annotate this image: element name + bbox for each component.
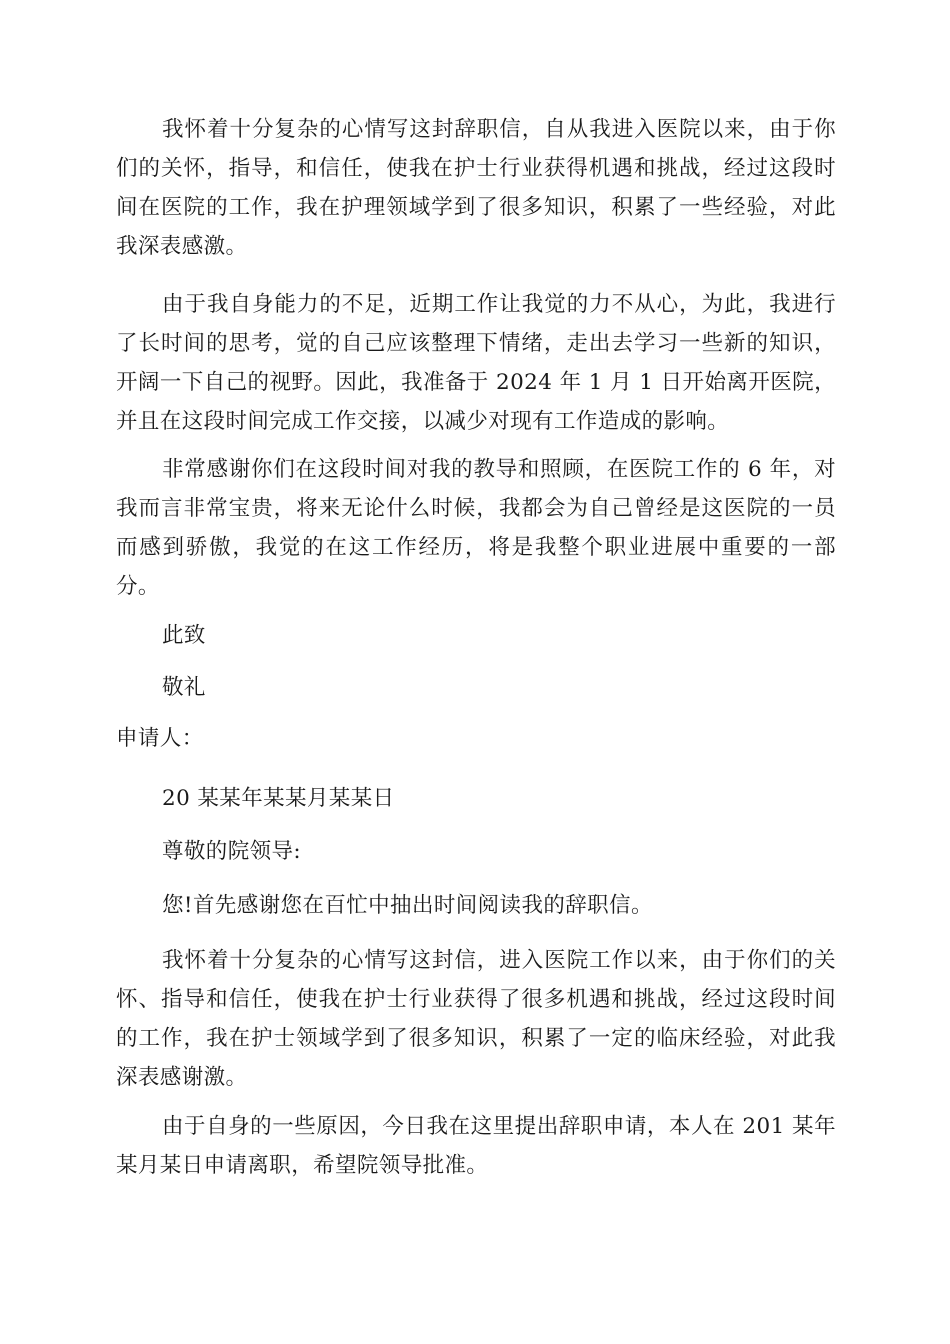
letter-date: 20 某某年某某月某某日 (162, 786, 395, 811)
body-paragraph-2: 由于我自身能力的不足，近期工作让我觉的力不从心，为此，我进行了长时间的思考，觉的自己应该整理下情绪，走出去学习一些新的知识，开阔一下自己的视野。因此，我准备于 2024 年 1 月 1 日开始离开医院，并且在这段时间完成工作交接，以减少对现有工作造成的影响。 (116, 292, 836, 434)
greeting: 您!首先感谢您在百忙中抽出时间阅读我的辞职信。 (162, 893, 653, 918)
applicant-label: 申请人： (116, 726, 204, 751)
closing-line-1: 此致 (162, 623, 206, 648)
body-paragraph-3: 非常感谢你们在这段时间对我的教导和照顾，在医院工作的 6 年，对我而言非常宝贵，将来无论什么时候，我都会为自己曾经是这医院的一员而感到骄傲，我觉的在这工作经历，将是我整个职业进展中重要的一部分。 (116, 457, 836, 599)
body-paragraph-5: 由于自身的一些原因，今日我在这里提出辞职申请，本人在 201 某年某月某日申请离职，希望院领导批准。 (116, 1114, 836, 1178)
salutation: 尊敬的院领导: (162, 839, 302, 864)
body-paragraph-4: 我怀着十分复杂的心情写这封信，进入医院工作以来，由于你们的关怀、指导和信任，使我在护士行业获得了很多机遇和挑战，经过这段时间的工作，我在护士领域学到了很多知识，积累了一定的临床经验，对此我深表感谢激。 (116, 948, 836, 1090)
body-paragraph-1: 我怀着十分复杂的心情写这封辞职信，自从我进入医院以来，由于你们的关怀，指导，和信任，使我在护士行业获得机遇和挑战，经过这段时间在医院的工作，我在护理领域学到了很多知识，积累了一些经验，对此我深表感激。 (116, 117, 836, 259)
closing-line-2: 敬礼 (162, 675, 206, 700)
